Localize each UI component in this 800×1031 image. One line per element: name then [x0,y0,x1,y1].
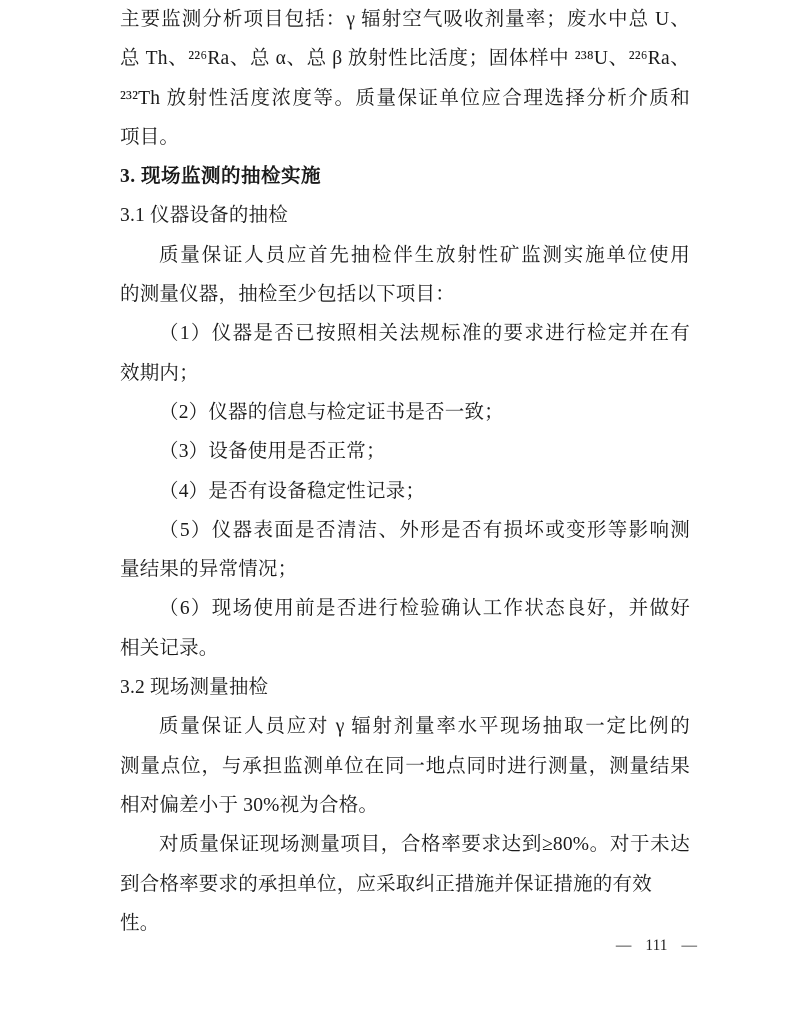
subsection-heading-3-1: 3.1 仪器设备的抽检 [120,205,288,227]
paragraph-line: 相对偏差小于 30%视为合格。 [120,794,379,816]
paragraph-line: 质量保证人员应首先抽检伴生放射性矿监测实施单位使用 [159,244,690,266]
page-number: 111 [645,937,668,954]
paragraph-line: 主要监测分析项目包括：γ 辐射空气吸收剂量率；废水中总 U、 [120,9,690,30]
list-item-3-line: （3）设备使用是否正常； [159,441,386,463]
section-heading-3: 3. 现场监测的抽检实施 [120,166,322,188]
paragraph-line: 项目。 [120,126,180,148]
list-item-1-line: 效期内； [120,362,199,384]
paragraph-line: 质量保证人员应对 γ 辐射剂量率水平现场抽取一定比例的 [159,716,690,738]
list-item-2-line: （2）仪器的信息与检定证书是否一致； [159,401,504,423]
page-footer [120,936,697,956]
paragraph-line: 测量点位，与承担监测单位在同一地点同时进行测量，测量结果 [120,755,690,777]
list-item-1-line: （1）仪器是否已按照相关法规标准的要求进行检定并在有 [159,323,690,345]
list-item-6-line: 相关记录。 [120,637,219,659]
list-item-6-line: （6）现场使用前是否进行检验确认工作状态良好，并做好 [159,598,690,620]
subsection-heading-3-2: 3.2 现场测量抽检 [120,677,269,699]
list-item-5-line: 量结果的异常情况； [120,559,298,581]
paragraph-line: 的测量仪器，抽检至少包括以下项目： [120,284,455,306]
list-item-4-line: （4）是否有设备稳定性记录； [159,480,426,502]
paragraph-line: 到合格率要求的承担单位，应采取纠正措施并保证措施的有效性。 [120,873,652,934]
paragraph-line: 对质量保证现场测量项目，合格率要求达到≥80%。对于未达 [159,834,690,856]
paragraph-line: ²³²Th 放射性活度浓度等。质量保证单位应合理选择分析介质和 [120,87,690,109]
paragraph-line: 总 Th、²²⁶Ra、总 α、总 β 放射性比活度；固体样中 ²³⁸U、²²⁶Ra、 [120,48,690,70]
list-item-5-line: （5）仪器表面是否清洁、外形是否有损坏或变形等影响测 [159,519,690,541]
footer-dash-left: — [615,937,632,954]
text-block [120,0,690,934]
footer-dash-right: — [681,937,697,954]
